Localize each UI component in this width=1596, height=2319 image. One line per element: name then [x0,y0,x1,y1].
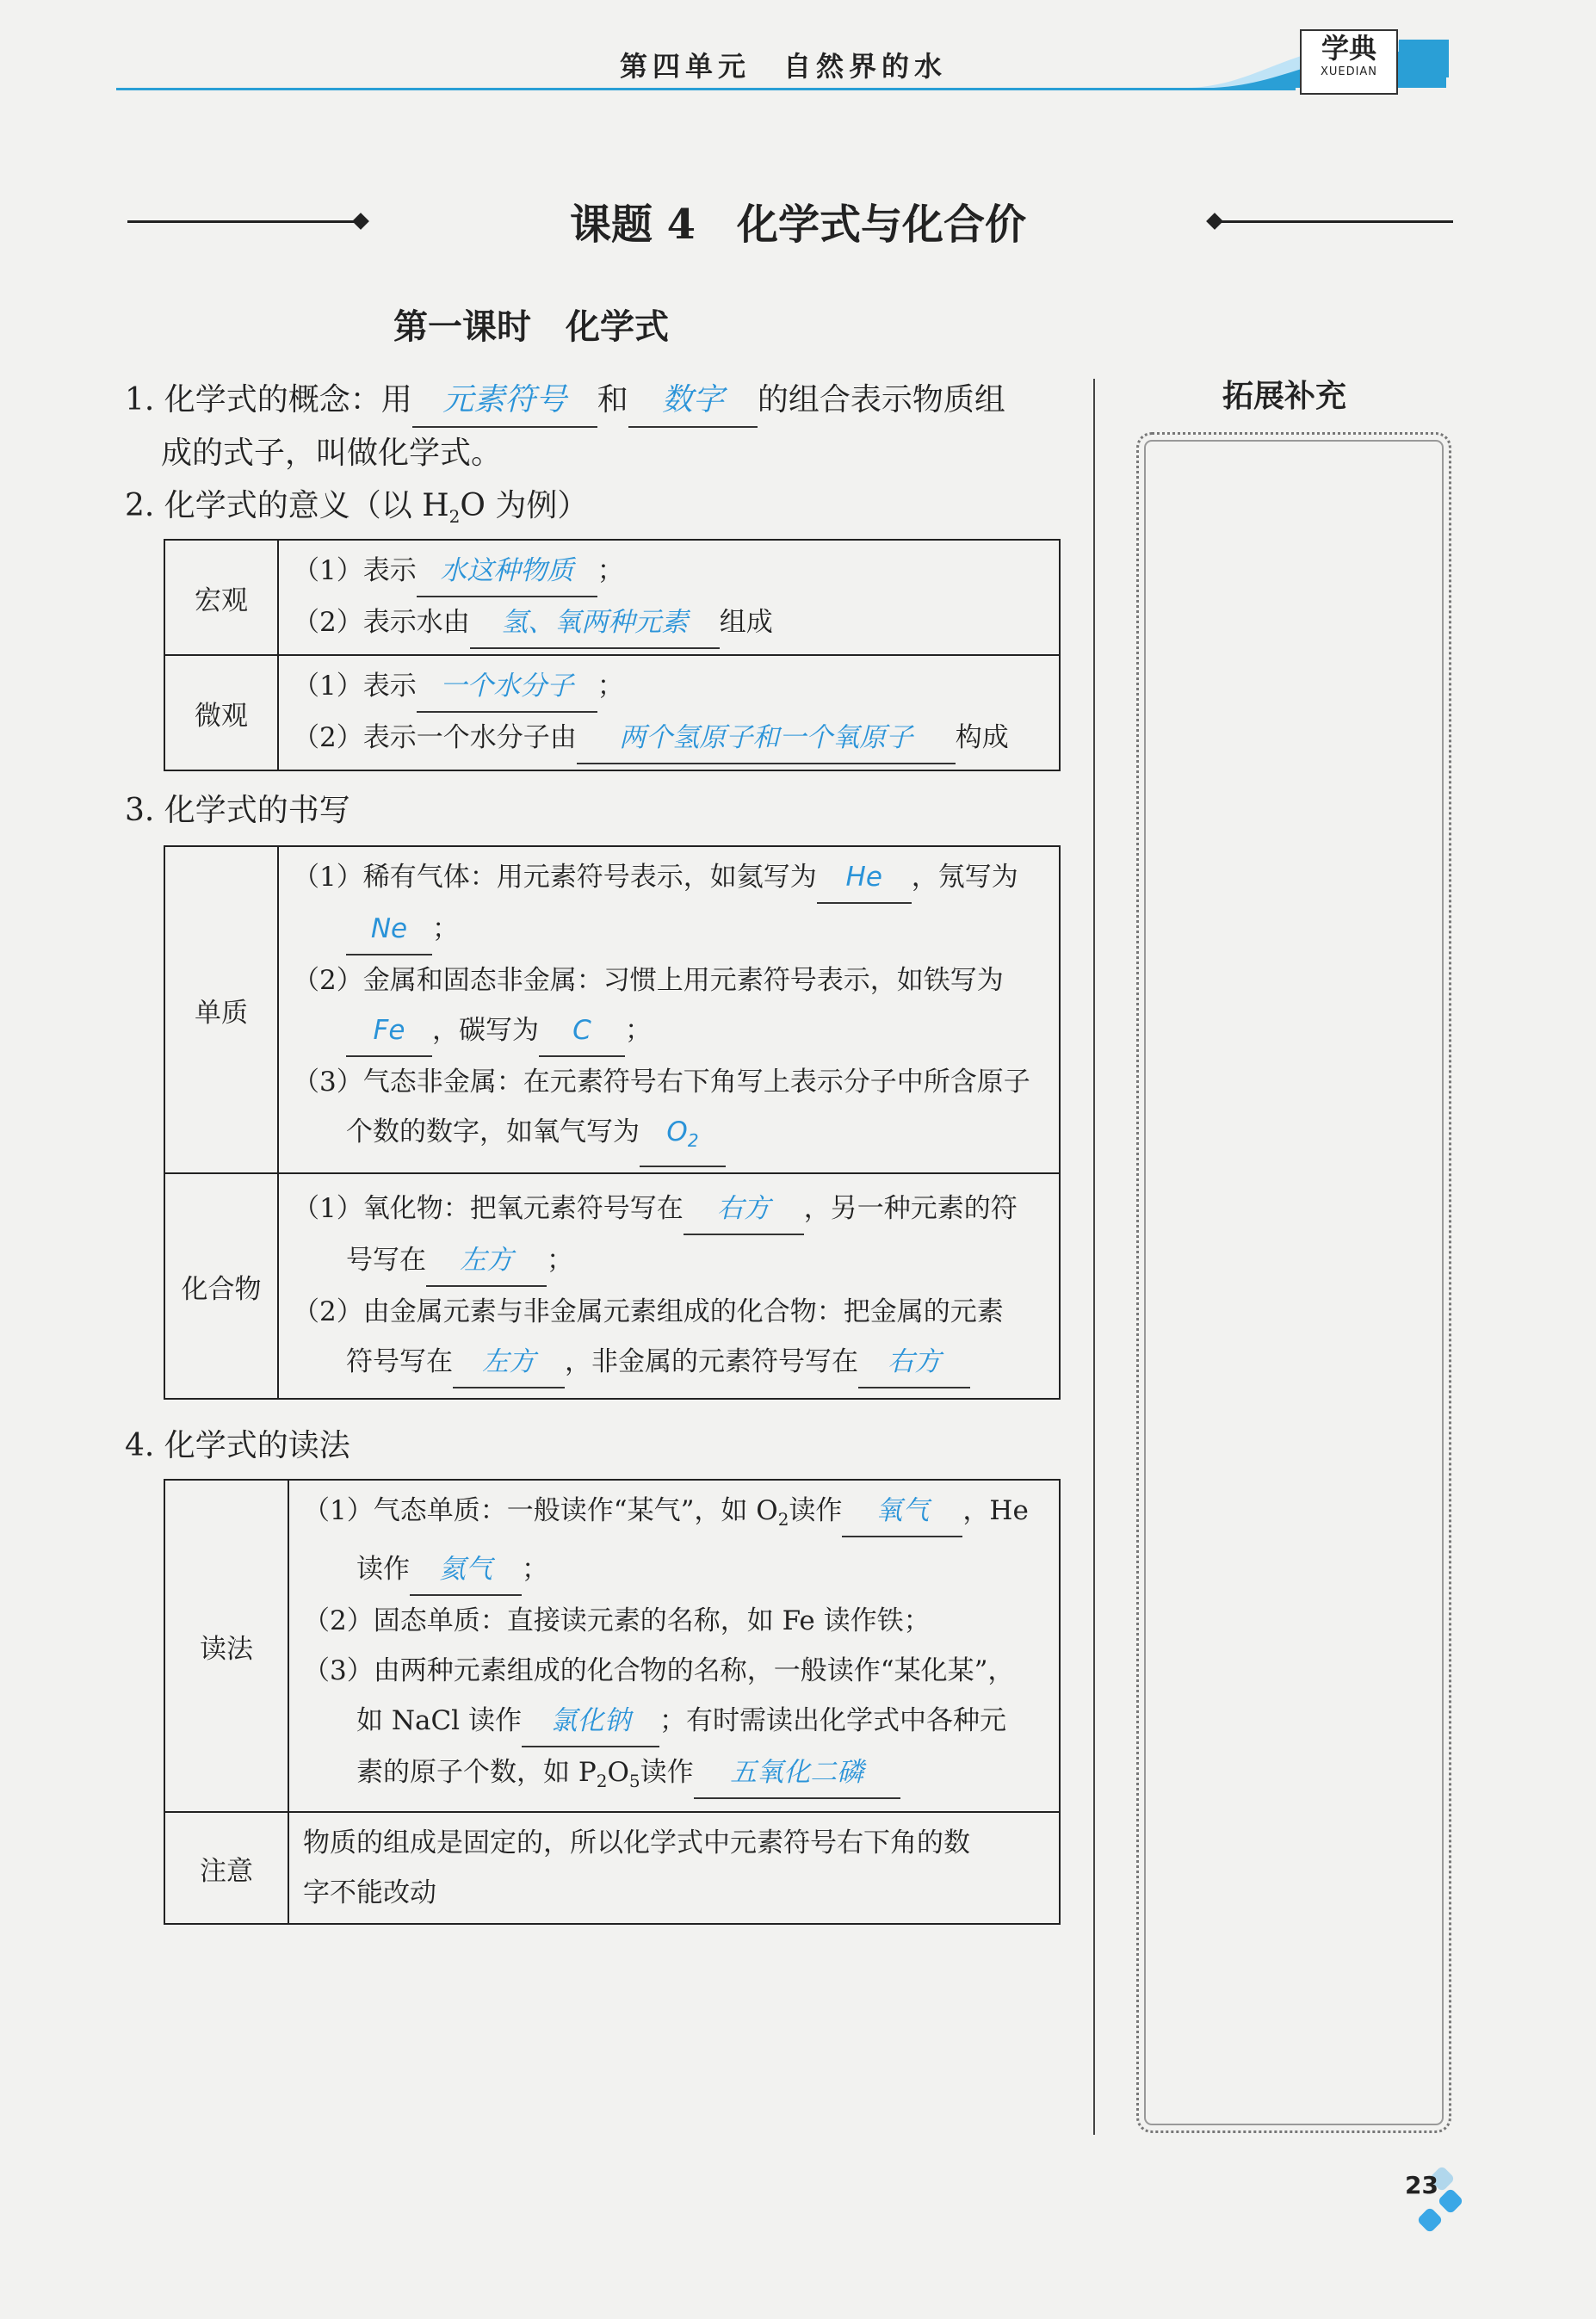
answer-blank[interactable]: 数字 [628,374,758,428]
lesson-title: 课题 4 化学式与化合价 [569,201,1027,249]
answer-blank[interactable]: $O_2$ [640,1107,726,1167]
meaning-table [164,539,1061,771]
compound-label: 化合物 [164,1173,278,1399]
page-hex-decoration [1416,2206,1443,2233]
answer-blank[interactable]: 氢、氧两种元素 [470,597,720,649]
answer-blank[interactable]: 水这种物质 [417,546,597,597]
section-4-heading: 4. 化学式的读法 [125,1428,350,1463]
answer-blank[interactable]: 一个水分子 [417,661,597,713]
header-title: 第四单元 自然界的水 [620,50,948,83]
header-rule [116,88,1296,90]
sidebar-title: 拓展补充 [1222,379,1347,414]
writing-table [164,845,1061,1400]
brand-logo: 学典 XUEDIAN [1300,29,1398,95]
page-number: 23 [1405,2171,1438,2199]
title-right-rule [1219,220,1453,223]
answer-blank[interactable]: 两个氢原子和一个氧原子 [577,713,956,764]
answer-blank[interactable]: C [539,1005,625,1057]
sidebar-notes-box[interactable] [1136,432,1451,2133]
single-substance-label: 单质 [164,846,278,1173]
brand-bar-decoration [1399,40,1449,77]
answer-blank[interactable]: Fe [346,1005,432,1057]
answer-blank[interactable]: He [817,852,912,904]
compound-cell: （1）氧化物：把氧元素符号写在 右方 ，另一种元素的符 号写在 左方 ； （2）由金属元素与非金属元素组成的化合物：把金属的元素 符号写在 左方 ，非金属的元素符号写在 右方 [278,1173,1060,1399]
note-label: 注意 [164,1812,288,1924]
answer-blank[interactable]: 五氧化二磷 [694,1747,900,1799]
answer-blank[interactable]: 氦气 [410,1544,522,1596]
answer-blank[interactable]: 左方 [453,1337,565,1388]
micro-cell: （1）表示 一个水分子 ； （2）表示一个水分子由 两个氢原子和一个氧原子 构成 [278,655,1060,770]
section-1: 1. 化学式的概念：用 元素符号 和 数字 的组合表示物质组 成的式子，叫做化学式。 [125,374,1072,479]
period-title: 第一课时 化学式 [393,306,669,347]
macro-label: 宏观 [164,540,278,655]
answer-blank[interactable]: 氯化钠 [522,1696,659,1747]
reading-table [164,1479,1061,1925]
note-cell: 物质的组成是固定的，所以化学式中元素符号右下角的数 字不能改动 [288,1812,1060,1924]
macro-cell: （1）表示 水这种物质 ； （2）表示水由 氢、氧两种元素 组成 [278,540,1060,655]
answer-blank[interactable]: 氧气 [842,1486,962,1537]
answer-blank[interactable]: 右方 [858,1337,970,1388]
single-substance-cell: （1）稀有气体：用元素符号表示，如氦写为 He ，氖写为 Ne ； （2）金属和固态非金属：习惯上用元素符号表示，如铁写为 Fe ，碳写为 C ； （3）气态非金属：在元素符号右下角写上表示分子中所含原子 个数的数字，如氧气写为 $O_2$ [278,846,1060,1173]
section-2-heading: 2. 化学式的意义（以 $H_2O$ 为例） [125,488,589,528]
section-3-heading: 3. 化学式的书写 [125,793,350,828]
sidebar-divider [1093,379,1095,2135]
answer-blank[interactable]: Ne [346,904,432,955]
answer-blank[interactable]: 元素符号 [412,374,597,428]
answer-blank[interactable]: 右方 [684,1184,804,1235]
page-hex-decoration [1437,2187,1463,2214]
reading-cell: （1）气态单质：一般读作“某气”，如 $O_2$读作 氧气 ，He 读作 氦气 ； （2）固态单质：直接读元素的名称，如 Fe 读作铁； （3）由两种元素组成的化合物的名称，一般读作“某化某”， 如 NaCl 读作 氯化钠 ；有时需读出化学式中各种元 素的原子个数，如 $P_2O_5$读作 五氧化二磷 [288,1480,1060,1812]
micro-label: 微观 [164,655,278,770]
reading-label: 读法 [164,1480,288,1812]
answer-blank[interactable]: 左方 [426,1235,547,1287]
